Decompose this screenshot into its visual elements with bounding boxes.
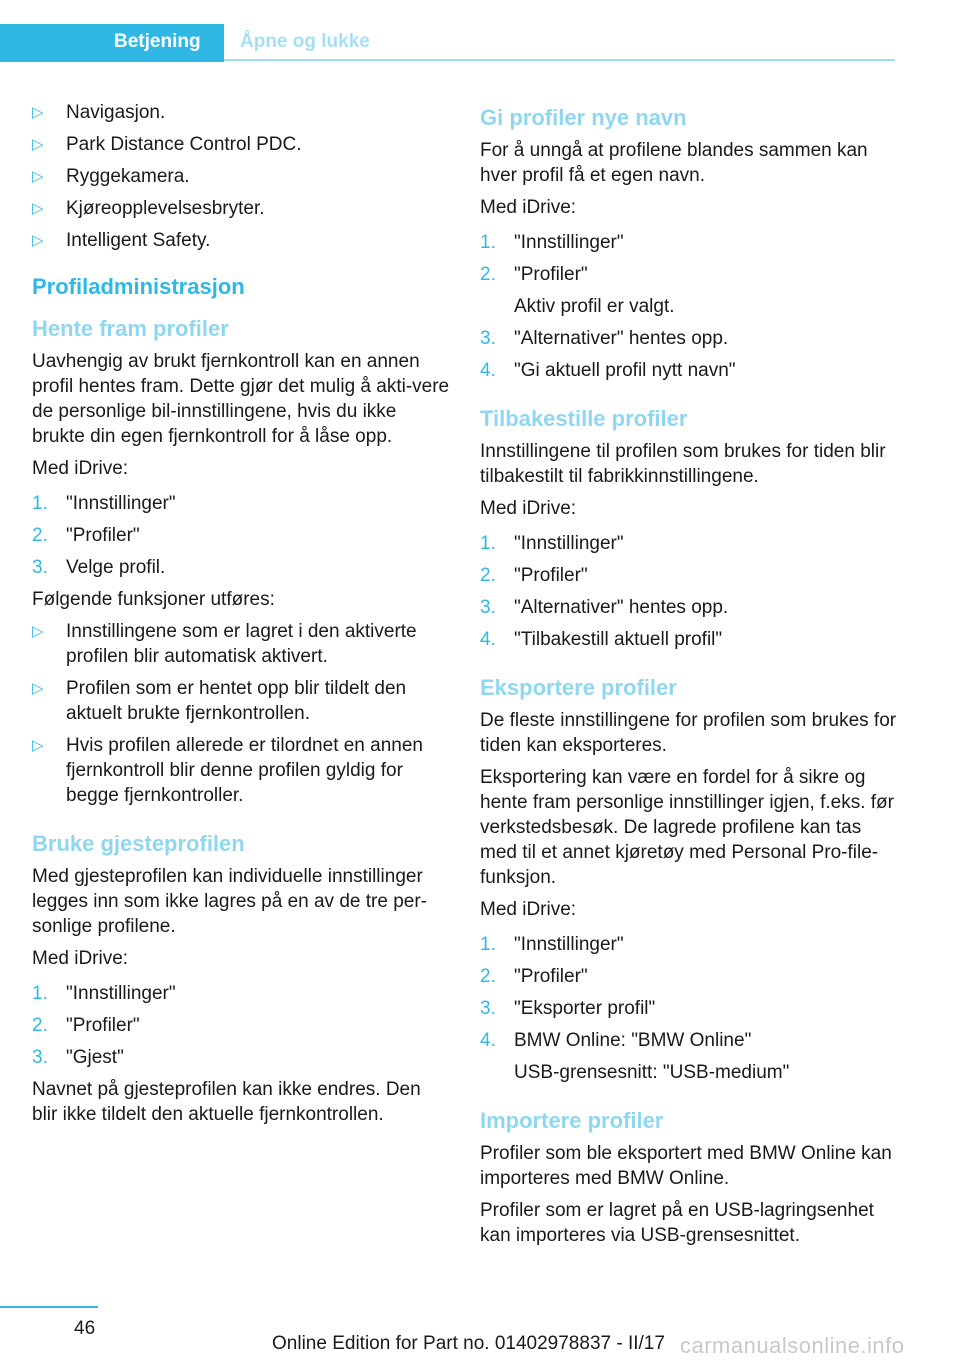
page-number: 46 — [74, 1318, 96, 1339]
list-item: 2. "Profiler" — [480, 565, 588, 586]
list-item: 2. "Profiler" — [480, 966, 588, 987]
list-item: 1. "Innstillinger" — [480, 533, 624, 554]
triangle-bullet-icon: ▷ — [32, 623, 44, 640]
paragraph: De fleste innstillingene for profilen som brukes for tiden kan eksporteres. — [480, 710, 897, 756]
steps-list — [480, 531, 898, 652]
list-item: ▷ Profilen som er hentet opp blir tildelt den aktuelt brukte fjernkontrollen. — [32, 678, 407, 724]
list-item: 1. "Innstillinger" — [32, 983, 176, 1004]
edition-note: Online Edition for Part no. 01402978837 - II/17 — [272, 1333, 665, 1354]
triangle-bullet-icon: ▷ — [32, 737, 44, 754]
list-item: ▷ Kjøreopplevelsesbryter. — [32, 198, 265, 219]
header-rule — [224, 59, 895, 61]
paragraph-med-idrive: Med iDrive: — [32, 948, 129, 969]
heading-bruke-gjesteprofilen: Bruke gjesteprofilen — [32, 831, 245, 856]
watermark: carmanualsonline.info — [680, 1333, 905, 1358]
heading-eksportere-profiler: Eksportere profiler — [480, 675, 677, 700]
triangle-bullet-icon: ▷ — [32, 168, 44, 185]
heading-tilbakestille-profiler: Tilbakestille profiler — [480, 406, 688, 431]
left-column — [32, 100, 450, 1134]
paragraph-med-idrive: Med iDrive: — [480, 498, 577, 519]
list-item: ▷ Innstillingene som er lagret i den aktiverte profilen blir automatisk aktivert. — [32, 621, 417, 667]
paragraph: Profiler som ble eksportert med BMW Online kan importeres med BMW Online. — [480, 1143, 892, 1189]
triangle-bullet-icon: ▷ — [32, 232, 44, 249]
paragraph-med-idrive: Med iDrive: — [480, 899, 577, 920]
steps-list — [32, 981, 450, 1070]
triangle-bullet-icon: ▷ — [32, 104, 44, 121]
list-item: 3. "Alternativer" hentes opp. — [480, 328, 729, 349]
paragraph: Eksportering kan være en fordel for å sikre og hente fram personlige innstillinger igjen, f.eks. før verkstedsbesøk. De lagrede profilene kan tas med til et annet kjøretøy med Personal Pro-file-funksjon. — [480, 767, 894, 888]
list-item: 4. "Gi aktuell profil nytt navn" — [480, 360, 736, 381]
list-item: 3. "Gjest" — [32, 1047, 124, 1068]
paragraph: Følgende funksjoner utføres: — [32, 589, 275, 610]
triangle-bullet-icon: ▷ — [32, 680, 44, 697]
paragraph: Uavhengig av brukt fjernkontroll kan en annen profil hentes fram. Dette gjør det mulig å akti-vere de personlige bil-innstillingene, hvis du ikke brukte din egen fjernkontroll for å låse opp. — [32, 351, 450, 447]
list-item: ▷ Navigasjon. — [32, 102, 166, 123]
step-note: USB-grensesnitt: "USB-medium" — [514, 1062, 790, 1083]
list-item: 1. "Innstillinger" — [32, 493, 176, 514]
list-item: ▷ Hvis profilen allerede er tilordnet en annen fjernkontroll blir denne profilen gyldig for begge fjernkontroller. — [32, 735, 423, 806]
paragraph: Navnet på gjesteprofilen kan ikke endres. Den blir ikke tildelt den aktuelle fjernkontrollen. — [32, 1079, 421, 1125]
list-item: 1. "Innstillinger" — [480, 232, 624, 253]
triangle-bullet-icon: ▷ — [32, 136, 44, 153]
paragraph: Med gjesteprofilen kan individuelle innstillinger legges inn som ikke lagres på en av de tre per-sonlige profilene. — [32, 866, 427, 937]
step-note: Aktiv profil er valgt. — [514, 296, 675, 317]
list-item: 3. Velge profil. — [32, 557, 166, 578]
heading-importere-profiler: Importere profiler — [480, 1108, 664, 1133]
right-column — [480, 100, 898, 1255]
list-item: 1. "Innstillinger" — [480, 934, 624, 955]
header-tab-apne-og-lukke[interactable]: Åpne og lukke — [240, 31, 370, 52]
list-item: 4. "Tilbakestill aktuell profil" — [480, 629, 723, 650]
steps-list — [480, 326, 898, 383]
list-item: ▷ Intelligent Safety. — [32, 230, 211, 251]
paragraph: For å unngå at profilene blandes sammen kan hver profil få et egen navn. — [480, 140, 868, 186]
footer-rule — [0, 1306, 98, 1308]
steps-list — [32, 491, 450, 580]
list-item: 3. "Eksporter profil" — [480, 998, 656, 1019]
list-item: 4. BMW Online: "BMW Online" — [480, 1030, 752, 1051]
heading-hente-fram-profiler: Hente fram profiler — [32, 316, 229, 341]
header-tab-betjening[interactable]: Betjening — [114, 31, 201, 52]
paragraph-med-idrive: Med iDrive: — [32, 458, 129, 479]
paragraph: Innstillingene til profilen som brukes for tiden blir tilbakestilt til fabrikkinnstillingene. — [480, 441, 886, 487]
steps-list — [480, 230, 898, 287]
list-item: 3. "Alternativer" hentes opp. — [480, 597, 729, 618]
list-item: 2. "Profiler" — [32, 1015, 140, 1036]
section-title: Profiladministrasjon — [32, 274, 245, 299]
steps-list — [480, 932, 898, 1053]
heading-gi-profiler-nye-navn: Gi profiler nye navn — [480, 105, 687, 130]
triangle-bullet-icon: ▷ — [32, 200, 44, 217]
paragraph: Profiler som er lagret på en USB-lagringsenhet kan importeres via USB-grensesnittet. — [480, 1200, 874, 1246]
intro-list — [32, 100, 450, 253]
list-item: ▷ Park Distance Control PDC. — [32, 134, 302, 155]
paragraph-med-idrive: Med iDrive: — [480, 197, 577, 218]
list-item: ▷ Ryggekamera. — [32, 166, 190, 187]
list-item: 2. "Profiler" — [480, 264, 588, 285]
functions-list — [32, 619, 450, 808]
list-item: 2. "Profiler" — [32, 525, 140, 546]
